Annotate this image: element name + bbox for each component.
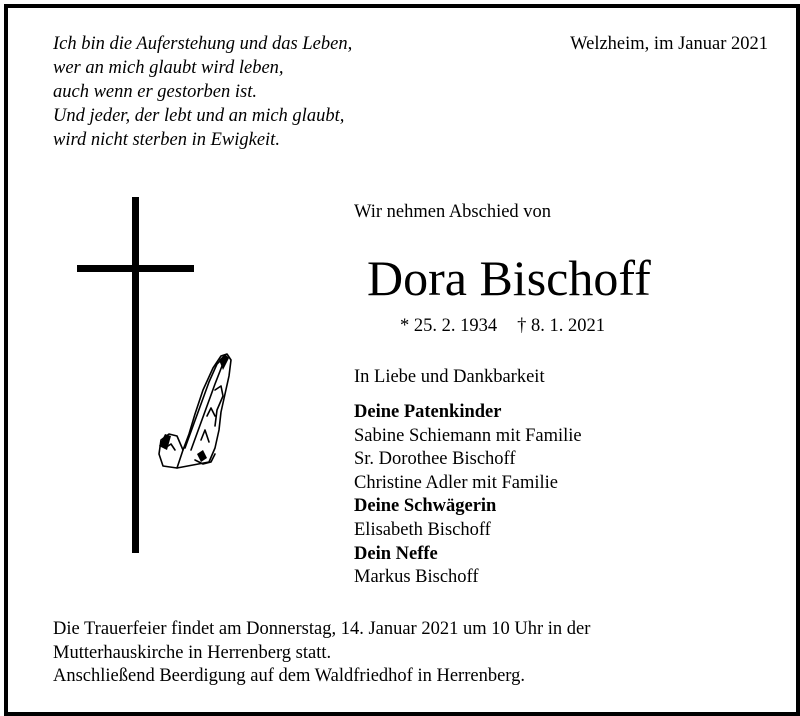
mourners-list (354, 401, 582, 590)
praying-hands-icon (155, 350, 237, 474)
deceased-name: Dora Bischoff (367, 250, 651, 306)
dedication: In Liebe und Dankbarkeit (354, 367, 545, 387)
mourner-name: Christine Adler mit Familie (354, 472, 558, 493)
verse-line: wird nicht sterben in Ewigkeit. (53, 130, 280, 150)
birth-date: * 25. 2. 1934 (400, 316, 498, 336)
verse-line: Und jeder, der lebt und an mich glaubt, (53, 106, 345, 126)
verse-line: wer an mich glaubt wird leben, (53, 58, 284, 78)
mourner-name: Markus Bischoff (354, 567, 479, 588)
mourner-group-heading: Dein Neffe (354, 543, 438, 564)
place-date: Welzheim, im Januar 2021 (570, 34, 768, 54)
mourner-name: Elisabeth Bischoff (354, 519, 491, 540)
mourner-name: Sabine Schiemann mit Familie (354, 425, 582, 446)
farewell-intro: Wir nehmen Abschied von (354, 202, 552, 222)
death-date: † 8. 1. 2021 (517, 316, 605, 336)
mourner-group-heading: Deine Schwägerin (354, 496, 497, 517)
bible-verse (53, 32, 352, 152)
life-dates (400, 316, 605, 337)
mourner-group-heading: Deine Patenkinder (354, 402, 502, 422)
funeral-line: Mutterhauskirche in Herrenberg statt. (53, 642, 332, 663)
funeral-info (53, 618, 590, 689)
mourner-name: Sr. Dorothee Bischoff (354, 449, 516, 470)
verse-line: auch wenn er gestorben ist. (53, 82, 257, 102)
funeral-line: Anschließend Beerdigung auf dem Waldfriedhof in Herrenberg. (53, 666, 525, 686)
verse-line: Ich bin die Auferstehung und das Leben, (53, 34, 353, 54)
funeral-line: Die Trauerfeier findet am Donnerstag, 14. Januar 2021 um 10 Uhr in der (53, 619, 591, 639)
